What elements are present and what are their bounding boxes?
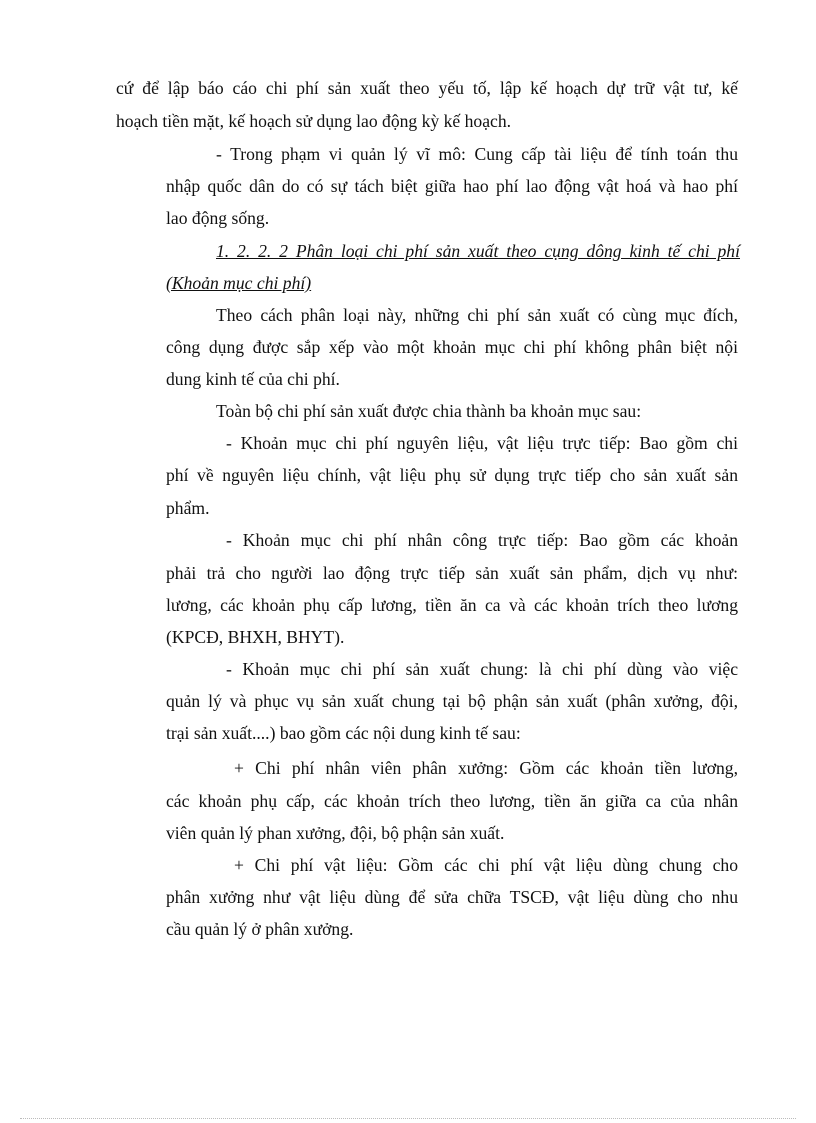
text-line: phân xưởng như vật liệu dùng để sửa chữa TSCĐ, vật liệu dùng cho nhu <box>166 887 738 907</box>
text-line: lao động sống. <box>166 208 270 228</box>
text-line: nhập quốc dân do có sự tách biệt giữa hao phí lao động vật hoá và hao phí <box>166 176 738 196</box>
text-line: các khoản phụ cấp, các khoản trích theo lương, tiền ăn giữa ca của nhân <box>166 791 738 811</box>
text-line: cứ để lập báo cáo chi phí sản xuất theo yếu tố, lập kế hoạch dự trữ vật tư, kế <box>116 78 738 98</box>
section-heading: (Khoản mục chi phí) <box>166 273 312 293</box>
text-line: cầu quản lý ở phân xưởng. <box>166 919 354 939</box>
bullet-line: + Chi phí vật liệu: Gồm các chi phí vật liệu dùng chung cho <box>234 855 738 875</box>
text-line: phải trả cho người lao động trực tiếp sản xuất sản phẩm, dịch vụ như: <box>166 563 738 583</box>
section-heading: 1. 2. 2. 2 Phân loại chi phí sản xuất theo cụng dông kinh tế chi phí <box>216 241 740 261</box>
page-bottom-divider <box>20 1118 796 1119</box>
bullet-line: - Khoản mục chi phí sản xuất chung: là chi phí dùng vào việc <box>226 659 738 679</box>
text-line: viên quản lý phan xưởng, đội, bộ phận sản xuất. <box>166 823 505 843</box>
text-line: phí về nguyên liệu chính, vật liệu phụ sử dụng trực tiếp cho sản xuất sản <box>166 465 738 485</box>
bullet-line: - Khoản mục chi phí nguyên liệu, vật liệu trực tiếp: Bao gồm chi <box>226 433 738 453</box>
text-line: (KPCĐ, BHXH, BHYT). <box>166 627 345 647</box>
text-line: hoạch tiền mặt, kế hoạch sử dụng lao động kỳ kế hoạch. <box>116 111 512 131</box>
bullet-line: + Chi phí nhân viên phân xưởng: Gồm các khoản tiền lương, <box>234 758 738 778</box>
text-line: Theo cách phân loại này, những chi phí sản xuất có cùng mục đích, <box>216 305 738 325</box>
bullet-line: - Khoản mục chi phí nhân công trực tiếp: Bao gồm các khoản <box>226 530 738 550</box>
text-line: lương, các khoản phụ cấp lương, tiền ăn ca và các khoản trích theo lương <box>166 595 738 615</box>
text-line: trại sản xuất....) bao gồm các nội dung kinh tế sau: <box>166 723 521 743</box>
text-line: phẩm. <box>166 498 210 518</box>
text-line: công dụng được sắp xếp vào một khoản mục chi phí không phân biệt nội <box>166 337 738 357</box>
text-line: quản lý và phục vụ sản xuất chung tại bộ phận sản xuất (phân xưởng, đội, <box>166 691 738 711</box>
bullet-line: - Trong phạm vi quản lý vĩ mô: Cung cấp tài liệu để tính toán thu <box>216 144 738 164</box>
text-line: dung kinh tế của chi phí. <box>166 369 340 389</box>
text-line: Toàn bộ chi phí sản xuất được chia thành ba khoản mục sau: <box>216 401 642 421</box>
